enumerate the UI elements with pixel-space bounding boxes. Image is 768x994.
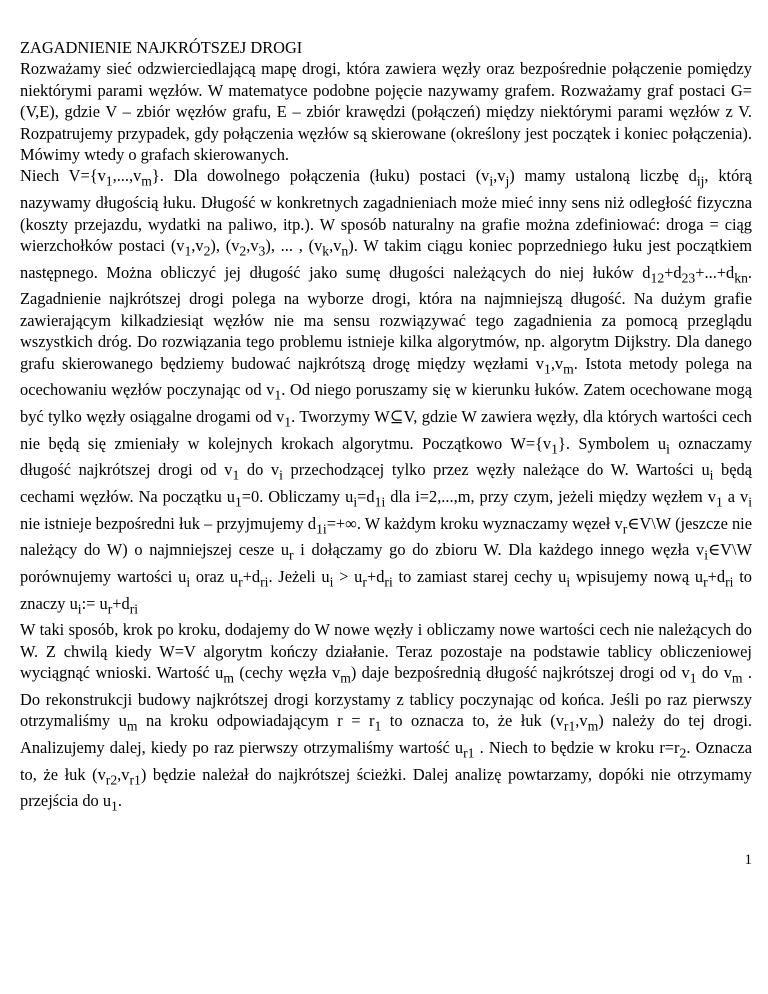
page-number: 1 (744, 852, 752, 868)
paragraph-algorithm: Niech $V=\{v_1,...,v_m\}$. Dla dowolnego połączenia (łuku) postaci $(v_i,v_j)$ mamy ustaloną liczbę $d_{ij}$, którą nazywamy długością łuku. Długość w konkretnych zagadnieniach może mieć inny sens niż odległość fizyczna (koszty przejazdu, wydatki na paliwo, itp.). W sposób naturalny na grafie można zdefiniować: droga = ciąg wierzchołków postaci $(v_1,v_2)$, $(v_2,v_3)$, ... , $(v_k,v_n)$. W takim ciągu koniec poprzedniego łuku jest początkiem następnego. Można obliczyć jej długość jako sumę długości należących do niej łuków $d_{12}+d_{23}+...+d_{kn}$. Zagadnienie najkrótszej drogi polega na wyborze drogi, która na najmniejszą długość. Na dużym grafie zawierającym kilkadziesiąt węzłów nie ma sensu rozwiązywać tego zagadnienia za pomocą przeglądu wszystkich dróg. Do rozwiązania tego problemu istnieje kilka algorytmów, np. algorytm Dijkstry. Dla danego grafu skierowanego będziemy budować najkrótszą drogę między węzłami $v_1,v_m$. Istota metody polega na ocechowaniu węzłów poczynając od $v_1$. Od niego poruszamy się w kierunku łuków. Zatem ocechowane mogą być tylko węzły osiągalne drogami od $v_1$. Tworzymy W⊆V, gdzie W zawiera węzły, dla których wartości cech nie będą się zmieniały w kolejnych krokach algorytmu. Początkowo $W=\{v_1\}$. Symbolem $u_i$ oznaczamy długość najkrótszej drogi od $v_1$ do $v_i$ przechodzącej tylko przez węzły należące do W. Wartości $u_i$ będą cechami węzłów. Na początku $u_1=0$. Obliczamy $u_i=d_{1i}$ dla i=2,...,m, przy czym, jeżeli między węzłem $v_1$ a $v_i$ nie istnieje bezpośredni łuk – przyjmujemy $d_{1i}=+\infty$. W każdym kroku wyznaczamy węzeł $v_r\in V\backslash W$ (jeszcze nie należący do W) o najmniejszej cesze $u_r$ i dołączamy go do zbioru W. Dla każdego innego węzła $v_i\in V\backslash W$ porównujemy wartości $u_i$ oraz $u_r+d_{ri}$. Jeżeli $u_i > u_r+d_{ri}$ to zamiast starej cechy $u_i$ wpisujemy nową $u_r+d_{ri}$ to znaczy $u_i:= u_r+d_{ri}$ (20, 166, 753, 616)
paragraph-intro: Rozważamy sieć odzwierciedlającą mapę drogi, która zawiera węzły oraz bezpośrednie połączenie pomiędzy niektórymi parami węzłów. W matematyce podobne pojęcie nazywamy grafem. Rozważamy graf postaci G=(V,E), gdzie V – zbiór węzłów grafu, E – zbiór krawędzi (połączeń) między niektórymi parami węzłów z V. Rozpatrujemy przypadek, gdy połączenia węzłów są skierowane (określony jest początek i koniec połączenia). Mówimy wtedy o grafach skierowanych. (20, 59, 752, 165)
document-page (20, 37, 752, 817)
page-title: ZAGADNIENIE NAJKRÓTSZEJ DROGI (20, 38, 303, 57)
paragraph-conclusion: W taki sposób, krok po kroku, dodajemy do W nowe węzły i obliczamy nowe wartości cech nie należących do W. Z chwilą kiedy W=V algorytm kończy działanie. Teraz pozostaje na podstawie tablicy obliczeniowej wyciągnąć wnioski. Wartość $u_m$ (cechy węzła $v_m$) daje bezpośrednią długość najkrótszej drogi od $v_1$ do $v_m$ . Do rekonstrukcji budowy najkrótszej drogi korzystamy z tablicy poczynając od końca. Jeśli po raz pierwszy otrzymaliśmy $u_m$ na kroku odpowiadającym $r = r_1$ to oznacza to, że łuk $(v_{r1},v_m)$ należy do tej drogi. Analizujemy dalej, kiedy po raz pierwszy otrzymaliśmy wartość $u_{r1}$ . Niech to będzie w kroku $r=r_2$. Oznacza to, że łuk $(v_{r2},v_{r1})$ będzie należał do najkrótszej ścieżki. Dalej analizę powtarzamy, dopóki nie otrzymamy przejścia do $u_1$. (20, 620, 752, 814)
